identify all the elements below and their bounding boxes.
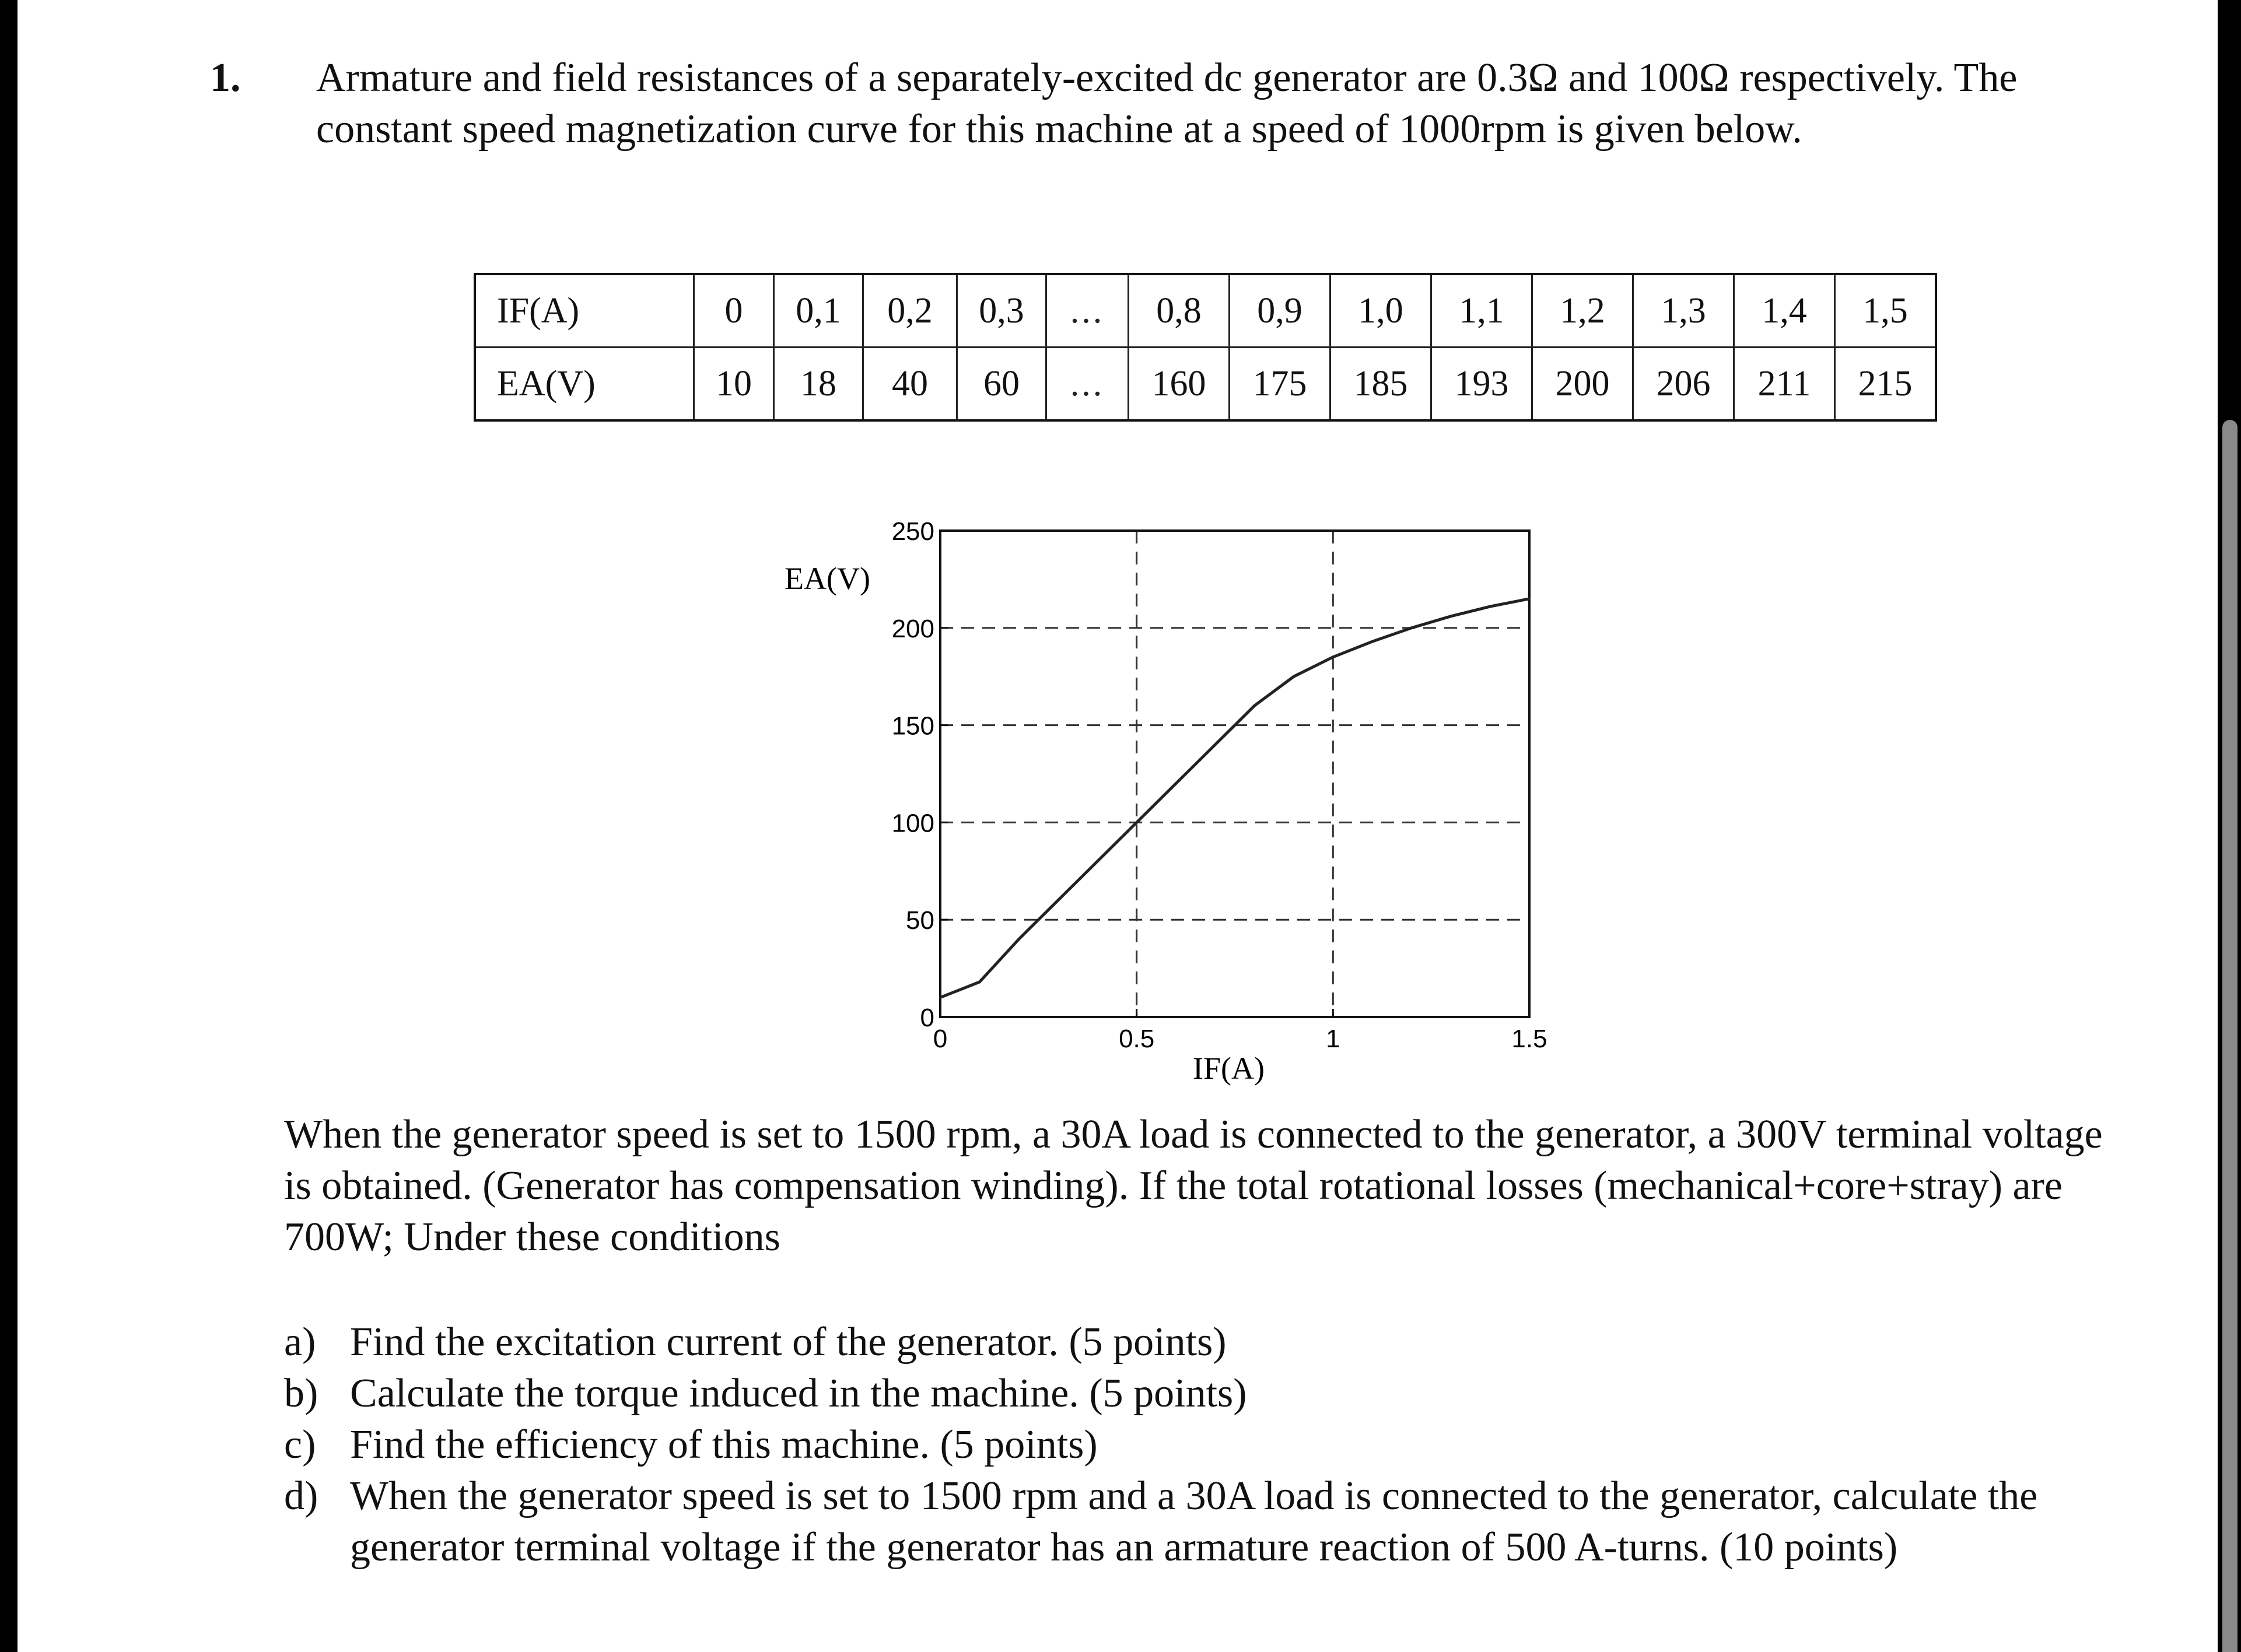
- part-label: b): [284, 1371, 318, 1416]
- question-intro: Armature and field resistances of a separately-excited dc generator are 0.3Ω and 100Ω respectively. The constant speed magnetization curve for this machine at a speed of 1000rpm is given below.: [316, 55, 2018, 152]
- part-d: [284, 1471, 2151, 1573]
- chart-grid: [940, 531, 1529, 1017]
- data-point: [1018, 938, 1020, 941]
- ea-cell: 10: [694, 348, 774, 421]
- if-cell: 0: [694, 274, 774, 348]
- scrollbar-thumb[interactable]: [2222, 420, 2238, 1652]
- x-axis-label: IF(A): [1193, 1051, 1265, 1086]
- part-text: Find the efficiency of this machine. (5 points): [350, 1422, 1098, 1467]
- scrollbar-track[interactable]: [2218, 0, 2241, 1652]
- chart-svg: [729, 501, 1581, 1096]
- data-point: [1096, 860, 1098, 862]
- y-tick-label: 250: [891, 517, 934, 546]
- ea-cell: 60: [957, 348, 1046, 421]
- data-point: [1528, 598, 1531, 600]
- if-cell: 0,3: [957, 274, 1046, 348]
- series-line-magnetization: [940, 599, 1529, 998]
- if-cell: 0,1: [774, 274, 863, 348]
- ea-cell: 185: [1330, 348, 1431, 421]
- part-b: [284, 1368, 2151, 1419]
- data-point: [1449, 615, 1452, 618]
- if-cell: 1,0: [1330, 274, 1431, 348]
- y-axis-label: EA(V): [785, 561, 870, 596]
- conditions-paragraph: When the generator speed is set to 1500 rpm, a 30A load is connected to the generator, a 300V terminal voltage is obtained. (Generator has compensation winding). If the total rotational losses (mechanical+core+stray) are 700W; Under these conditions: [284, 1112, 2103, 1260]
- if-cell: 1,1: [1431, 274, 1532, 348]
- data-point: [1253, 704, 1256, 707]
- if-cell-ellipsis: ...: [1046, 274, 1129, 348]
- if-cell: 1,4: [1734, 274, 1835, 348]
- if-cell: 1,5: [1835, 274, 1937, 348]
- magnetization-chart: [729, 501, 1581, 1099]
- y-tick-label: 100: [891, 809, 934, 838]
- y-tick-label: 0: [920, 1004, 934, 1032]
- left-border: [0, 0, 17, 1652]
- data-point: [1175, 783, 1177, 785]
- part-label: a): [284, 1320, 316, 1365]
- row-label-if: IF(A): [475, 274, 694, 348]
- ea-cell: 160: [1129, 348, 1230, 421]
- part-a: [284, 1317, 2151, 1368]
- if-cell: 1,3: [1633, 274, 1734, 348]
- data-point: [1371, 640, 1374, 643]
- data-point: [1214, 743, 1216, 746]
- data-point: [1410, 627, 1413, 629]
- ea-cell: 175: [1230, 348, 1330, 421]
- data-point: [978, 981, 981, 983]
- x-tick-label: 0: [933, 1025, 948, 1053]
- part-c: [284, 1419, 2151, 1471]
- question-parts: [284, 1317, 2151, 1573]
- data-point: [1136, 821, 1138, 823]
- x-tick-label: 1.5: [1511, 1025, 1547, 1053]
- series-points: [939, 598, 1531, 999]
- question-number: 1.: [210, 55, 241, 100]
- y-tick-label: 200: [891, 614, 934, 643]
- ea-cell: 193: [1431, 348, 1532, 421]
- part-text: Calculate the torque induced in the machine. (5 points): [350, 1371, 1247, 1416]
- part-text: Find the excitation current of the generator. (5 points): [350, 1320, 1227, 1365]
- data-point: [1332, 656, 1334, 658]
- ea-cell: 211: [1734, 348, 1835, 421]
- ea-cell: 200: [1532, 348, 1633, 421]
- data-point: [939, 997, 941, 999]
- part-text: When the generator speed is set to 1500 rpm and a 30A load is connected to the generator, calculate the generator terminal voltage if the generator has an armature reaction of 500 A-turns. (10 points): [350, 1474, 2038, 1570]
- y-tick-label: 150: [891, 711, 934, 741]
- ea-cell-ellipsis: ...: [1046, 348, 1129, 421]
- data-point: [1293, 675, 1295, 678]
- if-cell: 0,8: [1129, 274, 1230, 348]
- ea-cell: 40: [863, 348, 957, 421]
- ea-cell: 206: [1633, 348, 1734, 421]
- part-label: d): [284, 1474, 318, 1518]
- part-label: c): [284, 1422, 316, 1467]
- data-point: [1057, 899, 1059, 902]
- if-cell: 1,2: [1532, 274, 1633, 348]
- ea-cell: 18: [774, 348, 863, 421]
- y-tick-label: 50: [906, 906, 934, 935]
- table-row-ea: [475, 348, 1936, 421]
- x-tick-label: 0.5: [1119, 1025, 1155, 1053]
- if-cell: 0,2: [863, 274, 957, 348]
- magnetization-table: [474, 273, 1937, 422]
- plot-frame: [940, 531, 1529, 1017]
- data-point: [1489, 605, 1491, 608]
- table-row-if: [475, 274, 1936, 348]
- x-tick-label: 1: [1326, 1025, 1340, 1053]
- ea-cell: 215: [1835, 348, 1937, 421]
- if-cell: 0,9: [1230, 274, 1330, 348]
- row-label-ea: EA(V): [475, 348, 694, 421]
